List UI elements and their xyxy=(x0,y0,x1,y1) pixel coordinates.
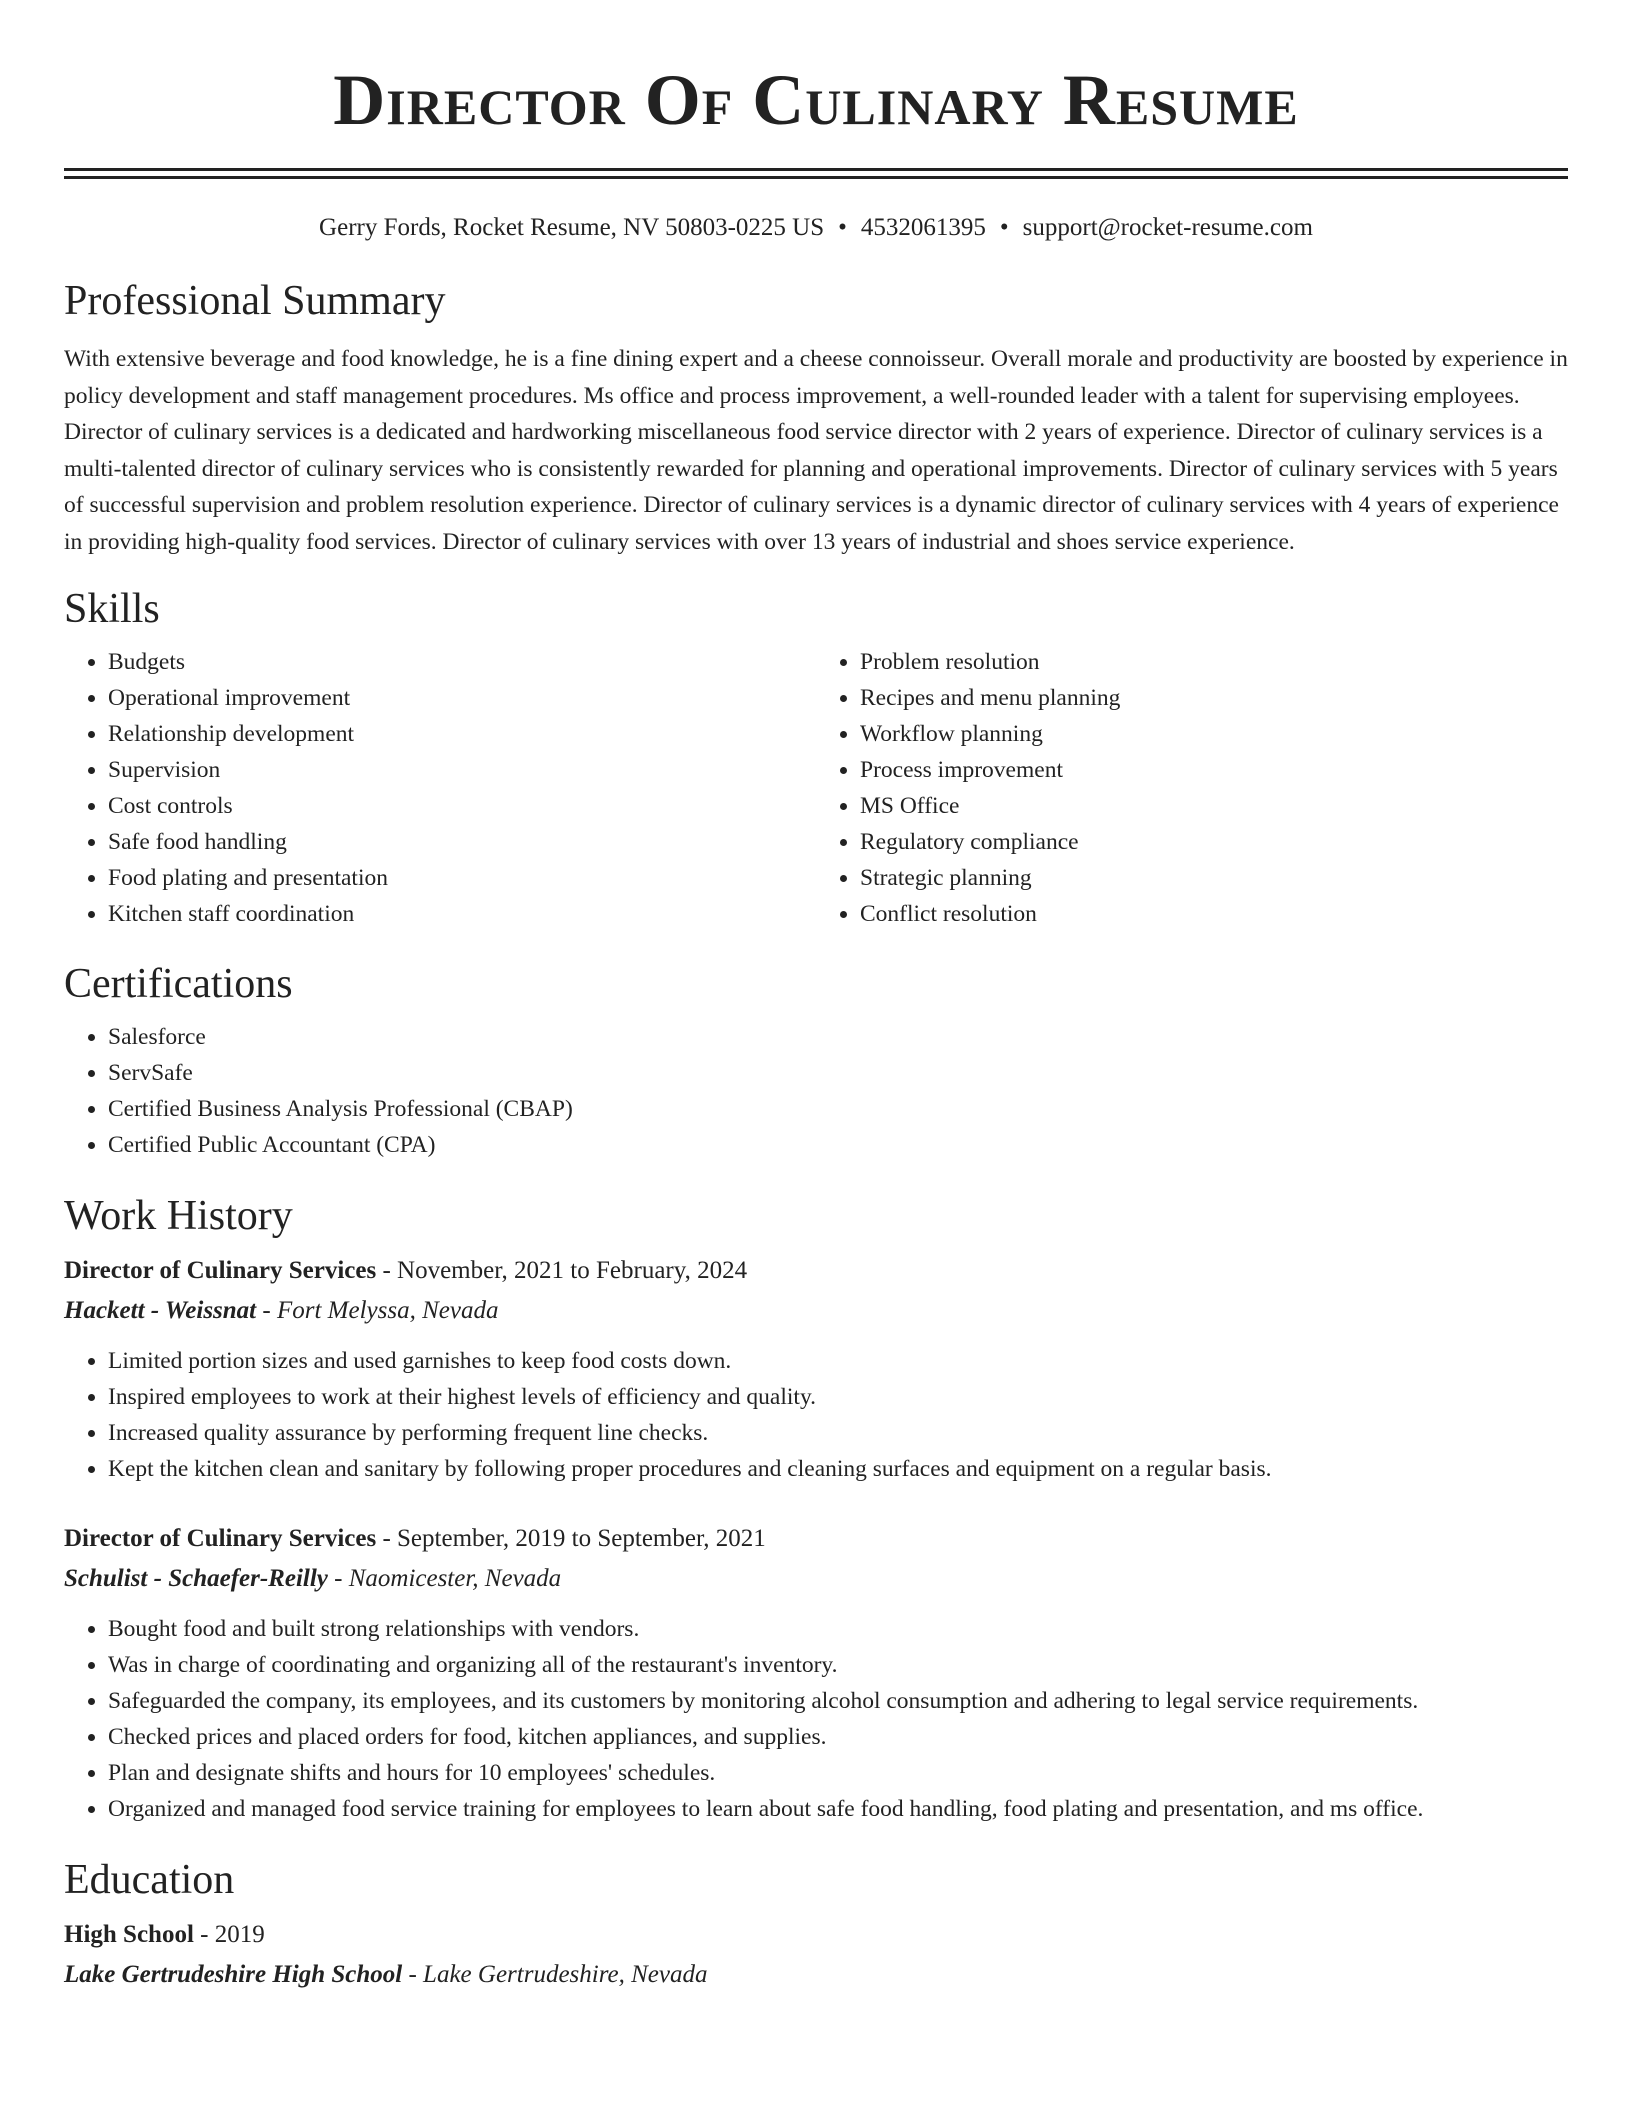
contact-line xyxy=(64,212,1568,244)
skill-item: • Safe food handling xyxy=(108,824,816,860)
education-school-line xyxy=(64,1955,1568,1995)
job-bullet: • Checked prices and placed orders for food, kitchen appliances, and supplies. xyxy=(108,1719,1568,1755)
skill-item: • Workflow planning xyxy=(860,716,1568,752)
job-company-line xyxy=(64,1559,1568,1599)
skill-item: • Supervision xyxy=(108,752,816,788)
education-year: - 2019 xyxy=(193,1921,265,1948)
skill-item: • Problem resolution xyxy=(860,644,1568,680)
contact-separator: • xyxy=(999,214,1009,241)
job-bullet: • Safeguarded the company, its employees, and its customers by monitoring alcohol consumption and adhering to legal service requirements. xyxy=(108,1683,1568,1719)
skills-heading: Skills xyxy=(64,586,160,632)
job-title: Director of Culinary Services xyxy=(64,1525,377,1552)
skill-item: • Kitchen staff coordination xyxy=(108,896,816,932)
skills-list xyxy=(64,644,1568,932)
job-dates: - September, 2019 to September, 2021 xyxy=(376,1525,766,1552)
skill-item: • Recipes and menu planning xyxy=(860,680,1568,716)
job-title: Director of Culinary Services xyxy=(64,1257,377,1284)
job-bullet: • Kept the kitchen clean and sanitary by following proper procedures and cleaning surfaces and equipment on a regular basis. xyxy=(108,1451,1568,1487)
work-history-heading: Work History xyxy=(64,1193,293,1239)
skill-item: • Budgets xyxy=(108,644,816,680)
job-bullet: • Inspired employees to work at their highest levels of efficiency and quality. xyxy=(108,1379,1568,1415)
contact-address: Gerry Fords, Rocket Resume, NV 50803-0225 US xyxy=(319,214,825,241)
job-bullet: • Limited portion sizes and used garnishes to keep food costs down. xyxy=(108,1343,1568,1379)
contact-phone: 4532061395 xyxy=(860,214,986,241)
education-degree: High School xyxy=(64,1921,194,1948)
skill-item: • Regulatory compliance xyxy=(860,824,1568,860)
skill-item: • Food plating and presentation xyxy=(108,860,816,896)
skill-item: • Relationship development xyxy=(108,716,816,752)
job-title-line xyxy=(64,1251,1568,1291)
job-bullet: • Bought food and built strong relationships with vendors. xyxy=(108,1611,1568,1647)
job-bullet: • Organized and managed food service training for employees to learn about safe food handling, food plating and presentation, and ms office. xyxy=(108,1791,1568,1827)
resume-page xyxy=(64,0,1568,1995)
skill-item: • Cost controls xyxy=(108,788,816,824)
certification-item: • Certified Public Accountant (CPA) xyxy=(108,1127,1568,1163)
job-dates: - November, 2021 to February, 2024 xyxy=(376,1257,748,1284)
skill-item: • Strategic planning xyxy=(860,860,1568,896)
education-school: Lake Gertrudeshire High School xyxy=(64,1961,403,1988)
skill-item: • Process improvement xyxy=(860,752,1568,788)
title-divider xyxy=(64,168,1568,179)
skills-column-left xyxy=(64,644,816,932)
education-degree-line xyxy=(64,1915,1568,1955)
certifications-list xyxy=(64,1019,1568,1163)
skill-item: • Operational improvement xyxy=(108,680,816,716)
contact-email: support@rocket-resume.com xyxy=(1022,214,1313,241)
job-bullets xyxy=(64,1611,1568,1827)
job-location: - Fort Melyssa, Nevada xyxy=(256,1297,499,1324)
certification-item: • Salesforce xyxy=(108,1019,1568,1055)
job-company: Hackett - Weissnat xyxy=(64,1297,257,1324)
certification-item: • Certified Business Analysis Professional (CBAP) xyxy=(108,1091,1568,1127)
job-bullet: • Increased quality assurance by performing frequent line checks. xyxy=(108,1415,1568,1451)
job-entry xyxy=(64,1519,1568,1827)
job-title-line xyxy=(64,1519,1568,1559)
skill-item: • MS Office xyxy=(860,788,1568,824)
page-title: Director Of Culinary Resume xyxy=(333,60,1299,140)
certifications-heading: Certifications xyxy=(64,961,293,1007)
job-company-line xyxy=(64,1291,1568,1331)
skill-item: • Conflict resolution xyxy=(860,896,1568,932)
job-company: Schulist - Schaefer-Reilly xyxy=(64,1565,328,1592)
education-location: - Lake Gertrudeshire, Nevada xyxy=(402,1961,708,1988)
job-bullet: • Plan and designate shifts and hours for 10 employees' schedules. xyxy=(108,1755,1568,1791)
contact-separator: • xyxy=(838,214,847,241)
skills-column-right xyxy=(816,644,1568,932)
job-bullet: • Was in charge of coordinating and organizing all of the restaurant's inventory. xyxy=(108,1647,1568,1683)
summary-heading: Professional Summary xyxy=(64,278,446,324)
certification-item: • ServSafe xyxy=(108,1055,1568,1091)
education-entry xyxy=(64,1915,1568,1995)
job-entry xyxy=(64,1251,1568,1487)
education-heading: Education xyxy=(64,1857,235,1903)
job-bullets xyxy=(64,1343,1568,1487)
summary-text: With extensive beverage and food knowledge, he is a fine dining expert and a cheese connoisseur. Overall morale and productivity are boosted by experience in policy development and staff management procedures. Ms office and process improvement, a well-rounded leader with a talent for supervising employees. Director of culinary services is a dedicated and hardworking miscellaneous food service director with 2 years of experience. Director of culinary services is a multi-talented director of culinary services who is consistently rewarded for planning and operational improvements. Director of culinary services with 5 years of successful supervision and problem resolution experience. Director of culinary services is a dynamic director of culinary services with 4 years of experience in providing high-quality food services. Director of culinary services with over 13 years of industrial and shoes service experience. xyxy=(64,346,1568,555)
job-location: - Naomicester, Nevada xyxy=(327,1565,562,1592)
